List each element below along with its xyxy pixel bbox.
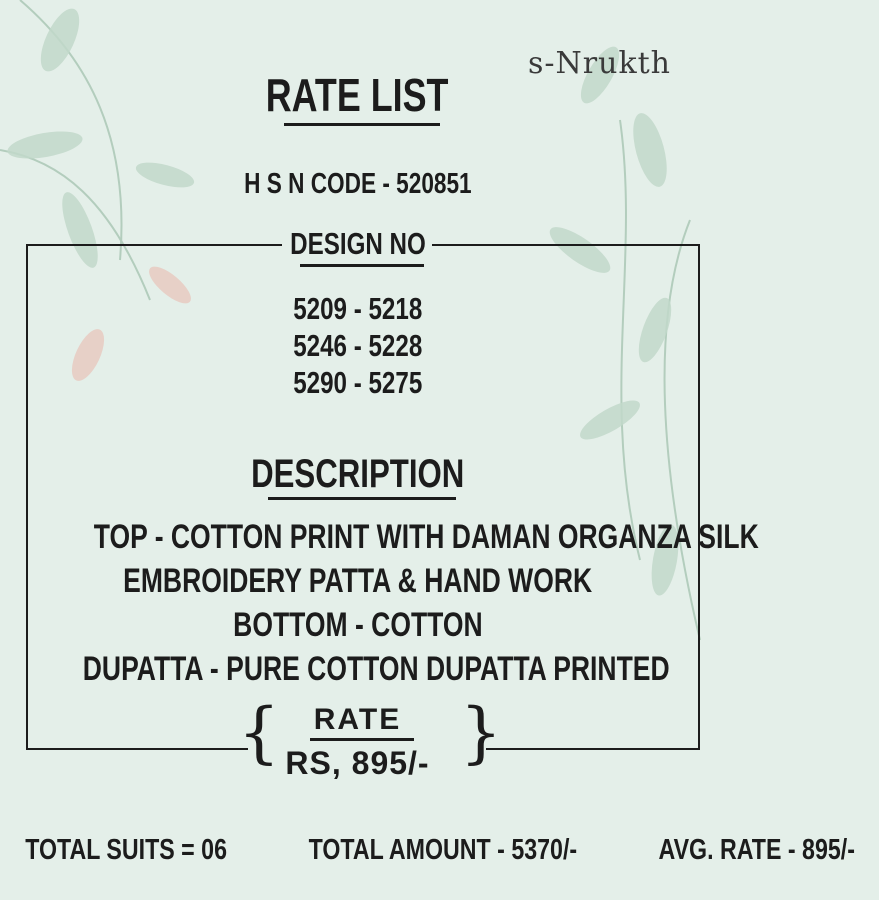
design-underline — [300, 264, 424, 267]
design-range: 5290 - 5275 — [292, 365, 423, 400]
design-heading-text: DESIGN NO — [289, 226, 426, 261]
total-amount: TOTAL AMOUNT - 5370/- — [308, 834, 578, 866]
rate-value: RS, 895/- — [285, 745, 430, 781]
totals-footer — [0, 834, 855, 867]
brand-logo: s-Nrukth — [528, 46, 671, 81]
description-line: DUPATTA - PURE COTTON DUPATTA PRINTED — [82, 650, 670, 688]
design-range: 5209 - 5218 — [292, 291, 423, 326]
title-underline — [284, 123, 440, 126]
design-heading — [0, 226, 715, 262]
rate-underline — [310, 738, 414, 741]
title-text: RATE LIST — [266, 69, 449, 121]
avg-rate: AVG. RATE - 895/- — [658, 834, 855, 866]
left-brace: { — [238, 694, 280, 771]
description-line: TOP - COTTON PRINT WITH DAMAN ORGANZA SILK — [93, 518, 759, 556]
design-range: 5246 - 5228 — [292, 328, 423, 363]
page-title — [0, 68, 715, 122]
description-lines — [0, 515, 759, 691]
right-brace: } — [460, 694, 502, 771]
total-suits: TOTAL SUITS = 06 — [25, 834, 227, 866]
description-line: EMBROIDERY PATTA & HAND WORK — [123, 562, 592, 600]
design-number-list — [0, 290, 715, 401]
description-underline — [268, 497, 456, 500]
hsn-code — [0, 168, 715, 201]
hsn-code-text: H S N CODE - 520851 — [243, 168, 472, 200]
description-line: BOTTOM - COTTON — [232, 606, 483, 644]
rate-label: RATE — [313, 703, 402, 736]
description-heading — [0, 452, 715, 497]
description-heading-text: DESCRIPTION — [250, 452, 465, 496]
